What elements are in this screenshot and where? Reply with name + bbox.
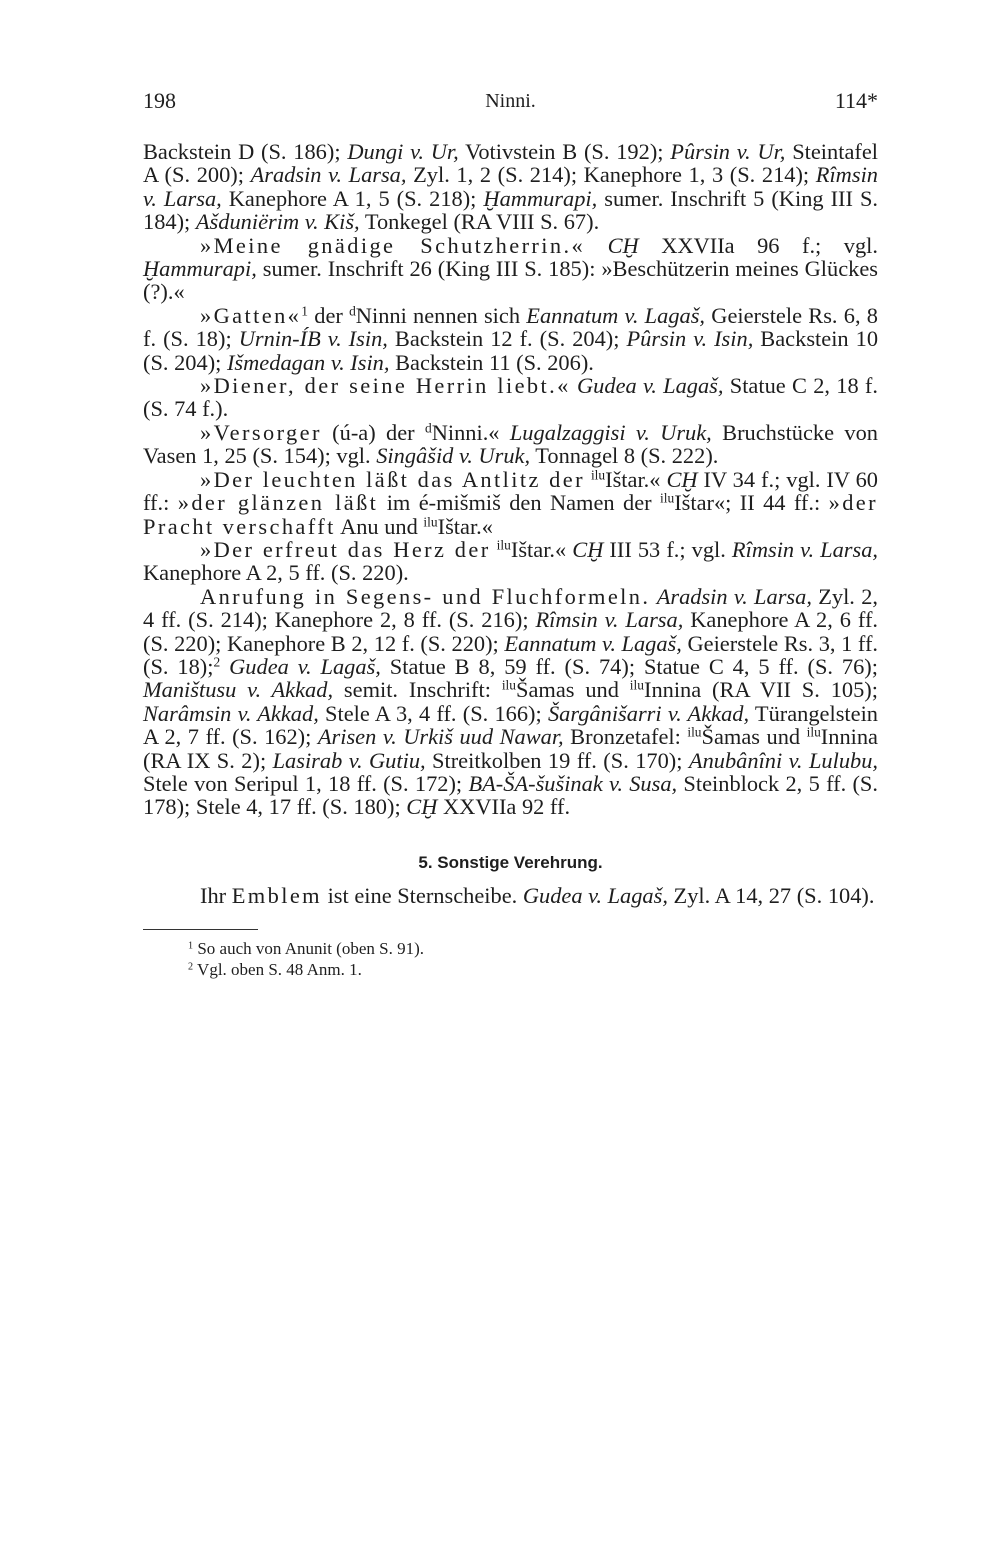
- section-number: 114*: [834, 88, 878, 113]
- section-heading: 5. Sonstige Verehrung.: [418, 852, 603, 872]
- paragraph-9: Ihr Emblem ist eine Sternscheibe. Gudea v. Lagaš, Zyl. A 14, 27 (S. 104).: [200, 882, 875, 908]
- paragraph-8: Anrufung in Segens- und Fluchformeln. Aradsin v. Larsa, Zyl. 2, 4 ff. (S. 214); Kanephore 2, 8 ff. (S. 216); Rîmsin v. Larsa, Kanephore A 2, 6 ff. (S. 220); Kanephore B 2, 12 f. (S. 220); Eannatum v. Lagaš, Geierstele Rs. 3, 1 ff. (S. 18);$^2$ Gudea v. Lagaš, Statue B 8, 59 ff. (S. 74); Statue C 4, 5 ff. (S. 76); Maništusu v. Akkad, semit. Inschrift: $^{ilu}$Šamas und $^{ilu}$Innina (RA VII S. 105); Narâmsin v. Akkad, Stele A 3, 4 ff. (S. 166); Šargânišarri v. Akkad, Türangelstein A 2, 7 ff. (S. 162); Arisen v. Urkiš uud Nawar, Bronzetafel: $^{ilu}$Šamas und $^{ilu}$Innina (RA IX S. 2); Lasirab v. Gutiu, Streitkolben 19 ff. (S. 170); Anubânîni v. Lulubu, Stele von Seripul 1, 18 ff. (S. 172); BA-ŠA-šušinak v. Susa, Steinblock 2, 5 ff. (S. 178); Stele 4, 17 ff. (S. 180); CḪ XXVIIa 92 ff.: [143, 583, 879, 820]
- footnote-ref-2: 2: [213, 654, 221, 670]
- paragraph-5: »Versorger (ú-a) der $^d$Ninni.« Lugalzaggisi v. Uruk, Bruchstücke von Vasen 1, 25 (S. 154); vgl. Singâšid v. Uruk, Tonnagel 8 (S. 222).: [143, 419, 878, 469]
- body-text: [143, 140, 878, 980]
- footnote-1: $^1$ So auch von Anunit (oben S. 91).: [188, 939, 424, 959]
- footnote-2: $^2$ Vgl. oben S. 48 Anm. 1.: [188, 960, 362, 980]
- page-number: 198: [143, 88, 176, 113]
- footnote-divider: [143, 929, 258, 930]
- paragraph-4: »Diener, der seine Herrin liebt.« Gudea v. Lagaš, Statue C 2, 18 f. (S. 74 f.).: [143, 373, 878, 422]
- paragraph-7: »Der erfreut das Herz der $^{ilu}$Ištar.« CḪ III 53 f.; vgl. Rîmsin v. Larsa, Kanephore A 2, 5 ff. (S. 220).: [143, 536, 878, 586]
- paragraph-6: »Der leuchten läßt das Antlitz der $^{ilu}$Ištar.« CḪ IV 34 f.; vgl. IV 60 ff.: »der glänzen läßt im é-mišmiš den Namen der $^{ilu}$Ištar«; II 44 ff.: »der Pracht verschafft Anu und $^{ilu}$Ištar.«: [143, 466, 879, 539]
- footnotes: [143, 938, 878, 980]
- page-header: [143, 88, 878, 118]
- paragraph-2: »Meine gnädige Schutzherrin.« CḪ XXVIIa 96 f.; vgl. Ḫammurapi, sumer. Inschrift 26 (King III S. 185): »Beschützerin meines Glückes (?).«: [143, 232, 878, 305]
- running-title: Ninni.: [485, 90, 536, 112]
- paragraph-1: Backstein D (S. 186); Dungi v. Ur, Votivstein B (S. 192); Pûrsin v. Ur, Steintafel A (S. 200); Aradsin v. Larsa, Zyl. 1, 2 (S. 214); Kanephore 1, 3 (S. 214); Rîmsin v. Larsa, Kanephore A 1, 5 (S. 218); Ḫammurapi, sumer. Inschrift 5 (King III S. 184); Ašduniërim v. Kiš, Tonkegel (RA VIII S. 67).: [143, 139, 878, 235]
- paragraph-3: »Gatten«$^1$ der $^d$Ninni nennen sich Eannatum v. Lagaš, Geierstele Rs. 6, 8 f. (S. 18); Urnin-ÍB v. Isin, Backstein 12 f. (S. 204); Pûrsin v. Isin, Backstein 10 (S. 204); Išmedagan v. Isin, Backstein 11 (S. 206).: [143, 302, 879, 375]
- footnote-ref-1: 1: [301, 303, 308, 319]
